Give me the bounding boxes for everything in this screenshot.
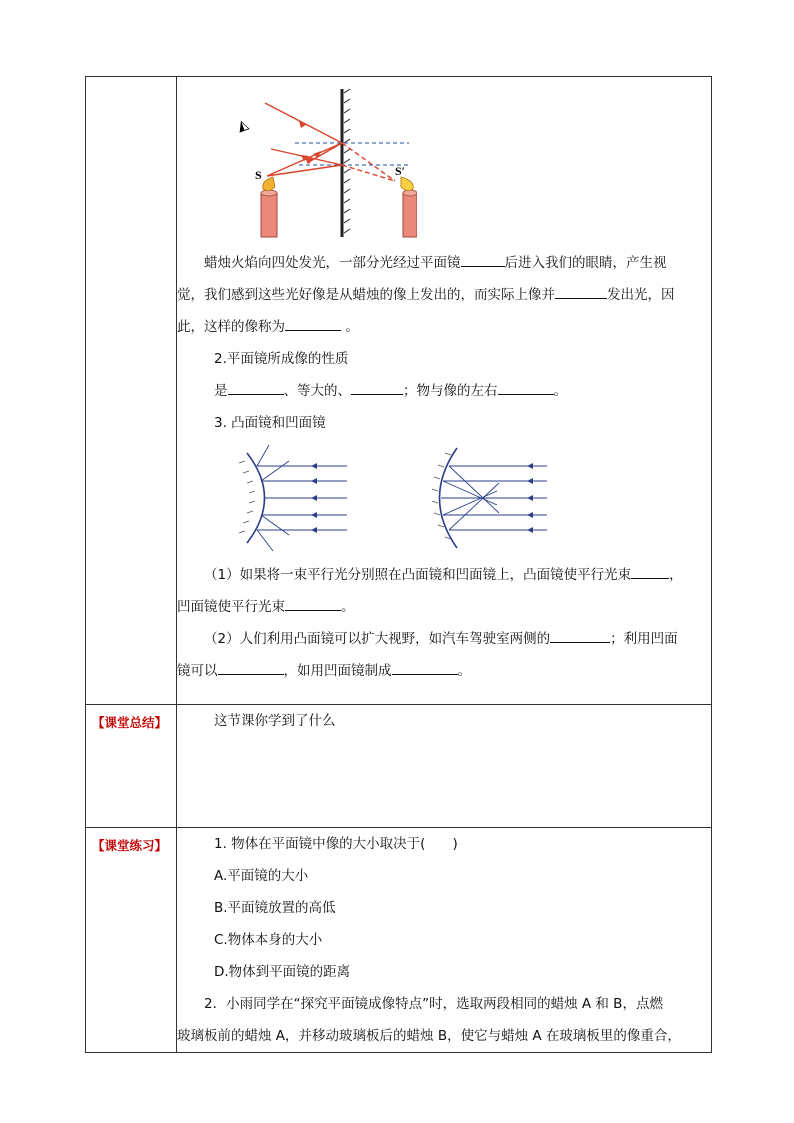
- summary-prompt: 这节课你学到了什么: [214, 713, 336, 729]
- paragraph-2: 是 、等大的、 ；物与像的左右 。: [177, 375, 703, 407]
- practice-label-cell: [86, 828, 177, 1053]
- summary-label: 【课堂总结】: [92, 715, 168, 730]
- summary-cell: [177, 705, 712, 828]
- blank: [351, 381, 403, 396]
- candle-object: [261, 193, 277, 237]
- plane-mirror-figure: [217, 81, 417, 241]
- concave-mirror: [432, 448, 547, 548]
- blank: [392, 661, 458, 676]
- candle-flame-object: [263, 177, 275, 191]
- question-1-option-d: D.物体到平面镜的距离: [214, 964, 351, 980]
- light-rays: [265, 103, 395, 181]
- blank: [228, 381, 284, 396]
- candle-image: [403, 193, 417, 237]
- blank: [550, 629, 610, 644]
- paragraph-4: （2）人们利用凸面镜可以扩大视野，如汽车驾驶室两侧的 ；利用凹面 镜可以 ，如用凹面镜制成 。: [177, 623, 703, 687]
- heading-3: 3. 凸面镜和凹面镜: [214, 415, 326, 431]
- label-s-prime: S′: [395, 164, 406, 178]
- question-1-option-b: B.平面镜放置的高低: [214, 900, 336, 916]
- blank: [631, 565, 669, 580]
- blank: [218, 661, 284, 676]
- mirror-hatching: [344, 89, 350, 233]
- blank: [498, 381, 554, 396]
- question-1-option-a: A.平面镜的大小: [214, 868, 309, 884]
- label-s: S: [255, 168, 262, 182]
- question-1: 1. 物体在平面镜中像的大小取决于( ): [214, 836, 458, 852]
- row-summary: [86, 705, 712, 828]
- practice-cell: [177, 828, 712, 1053]
- blank: [461, 253, 505, 268]
- eye-icon: ◭: [234, 116, 251, 135]
- convex-mirror: [239, 445, 347, 551]
- practice-label: 【课堂练习】: [92, 838, 168, 853]
- blank: [285, 597, 341, 612]
- row-practice: [86, 828, 712, 1053]
- paragraph-1: 蜡烛火焰向四处发光，一部分光经过平面镜 后进入我们的眼睛，产生视 觉，我们感到这些光好像是从蜡烛的像上发出的，而实际上像并 发出光，因 此，这样的像称为 。: [177, 247, 703, 343]
- heading-2: 2.平面镜所成像的性质: [214, 351, 349, 367]
- question-2: 2．小雨同学在“探究平面镜成像特点”时，选取两段相同的蜡烛 A 和 B，点燃 玻璃板前的蜡烛 A，并移动玻璃板后的蜡烛 B，使它与蜡烛 A 在玻璃板里的像重合，: [177, 996, 681, 1044]
- blank: [555, 285, 607, 300]
- lesson-table: [85, 76, 712, 1053]
- candle-flame-image: [401, 177, 413, 191]
- row-content: [86, 77, 712, 705]
- question-1-option-c: C.物体本身的大小: [214, 932, 323, 948]
- row-label-empty: [86, 77, 177, 705]
- convex-concave-figure: [227, 443, 557, 553]
- summary-label-cell: [86, 705, 177, 828]
- paragraph-3: （1）如果将一束平行光分别照在凸面镜和凹面镜上，凸面镜使平行光束 ， 凹面镜使平行光束 。: [177, 559, 703, 623]
- blank: [285, 317, 341, 332]
- content-cell: [177, 77, 712, 705]
